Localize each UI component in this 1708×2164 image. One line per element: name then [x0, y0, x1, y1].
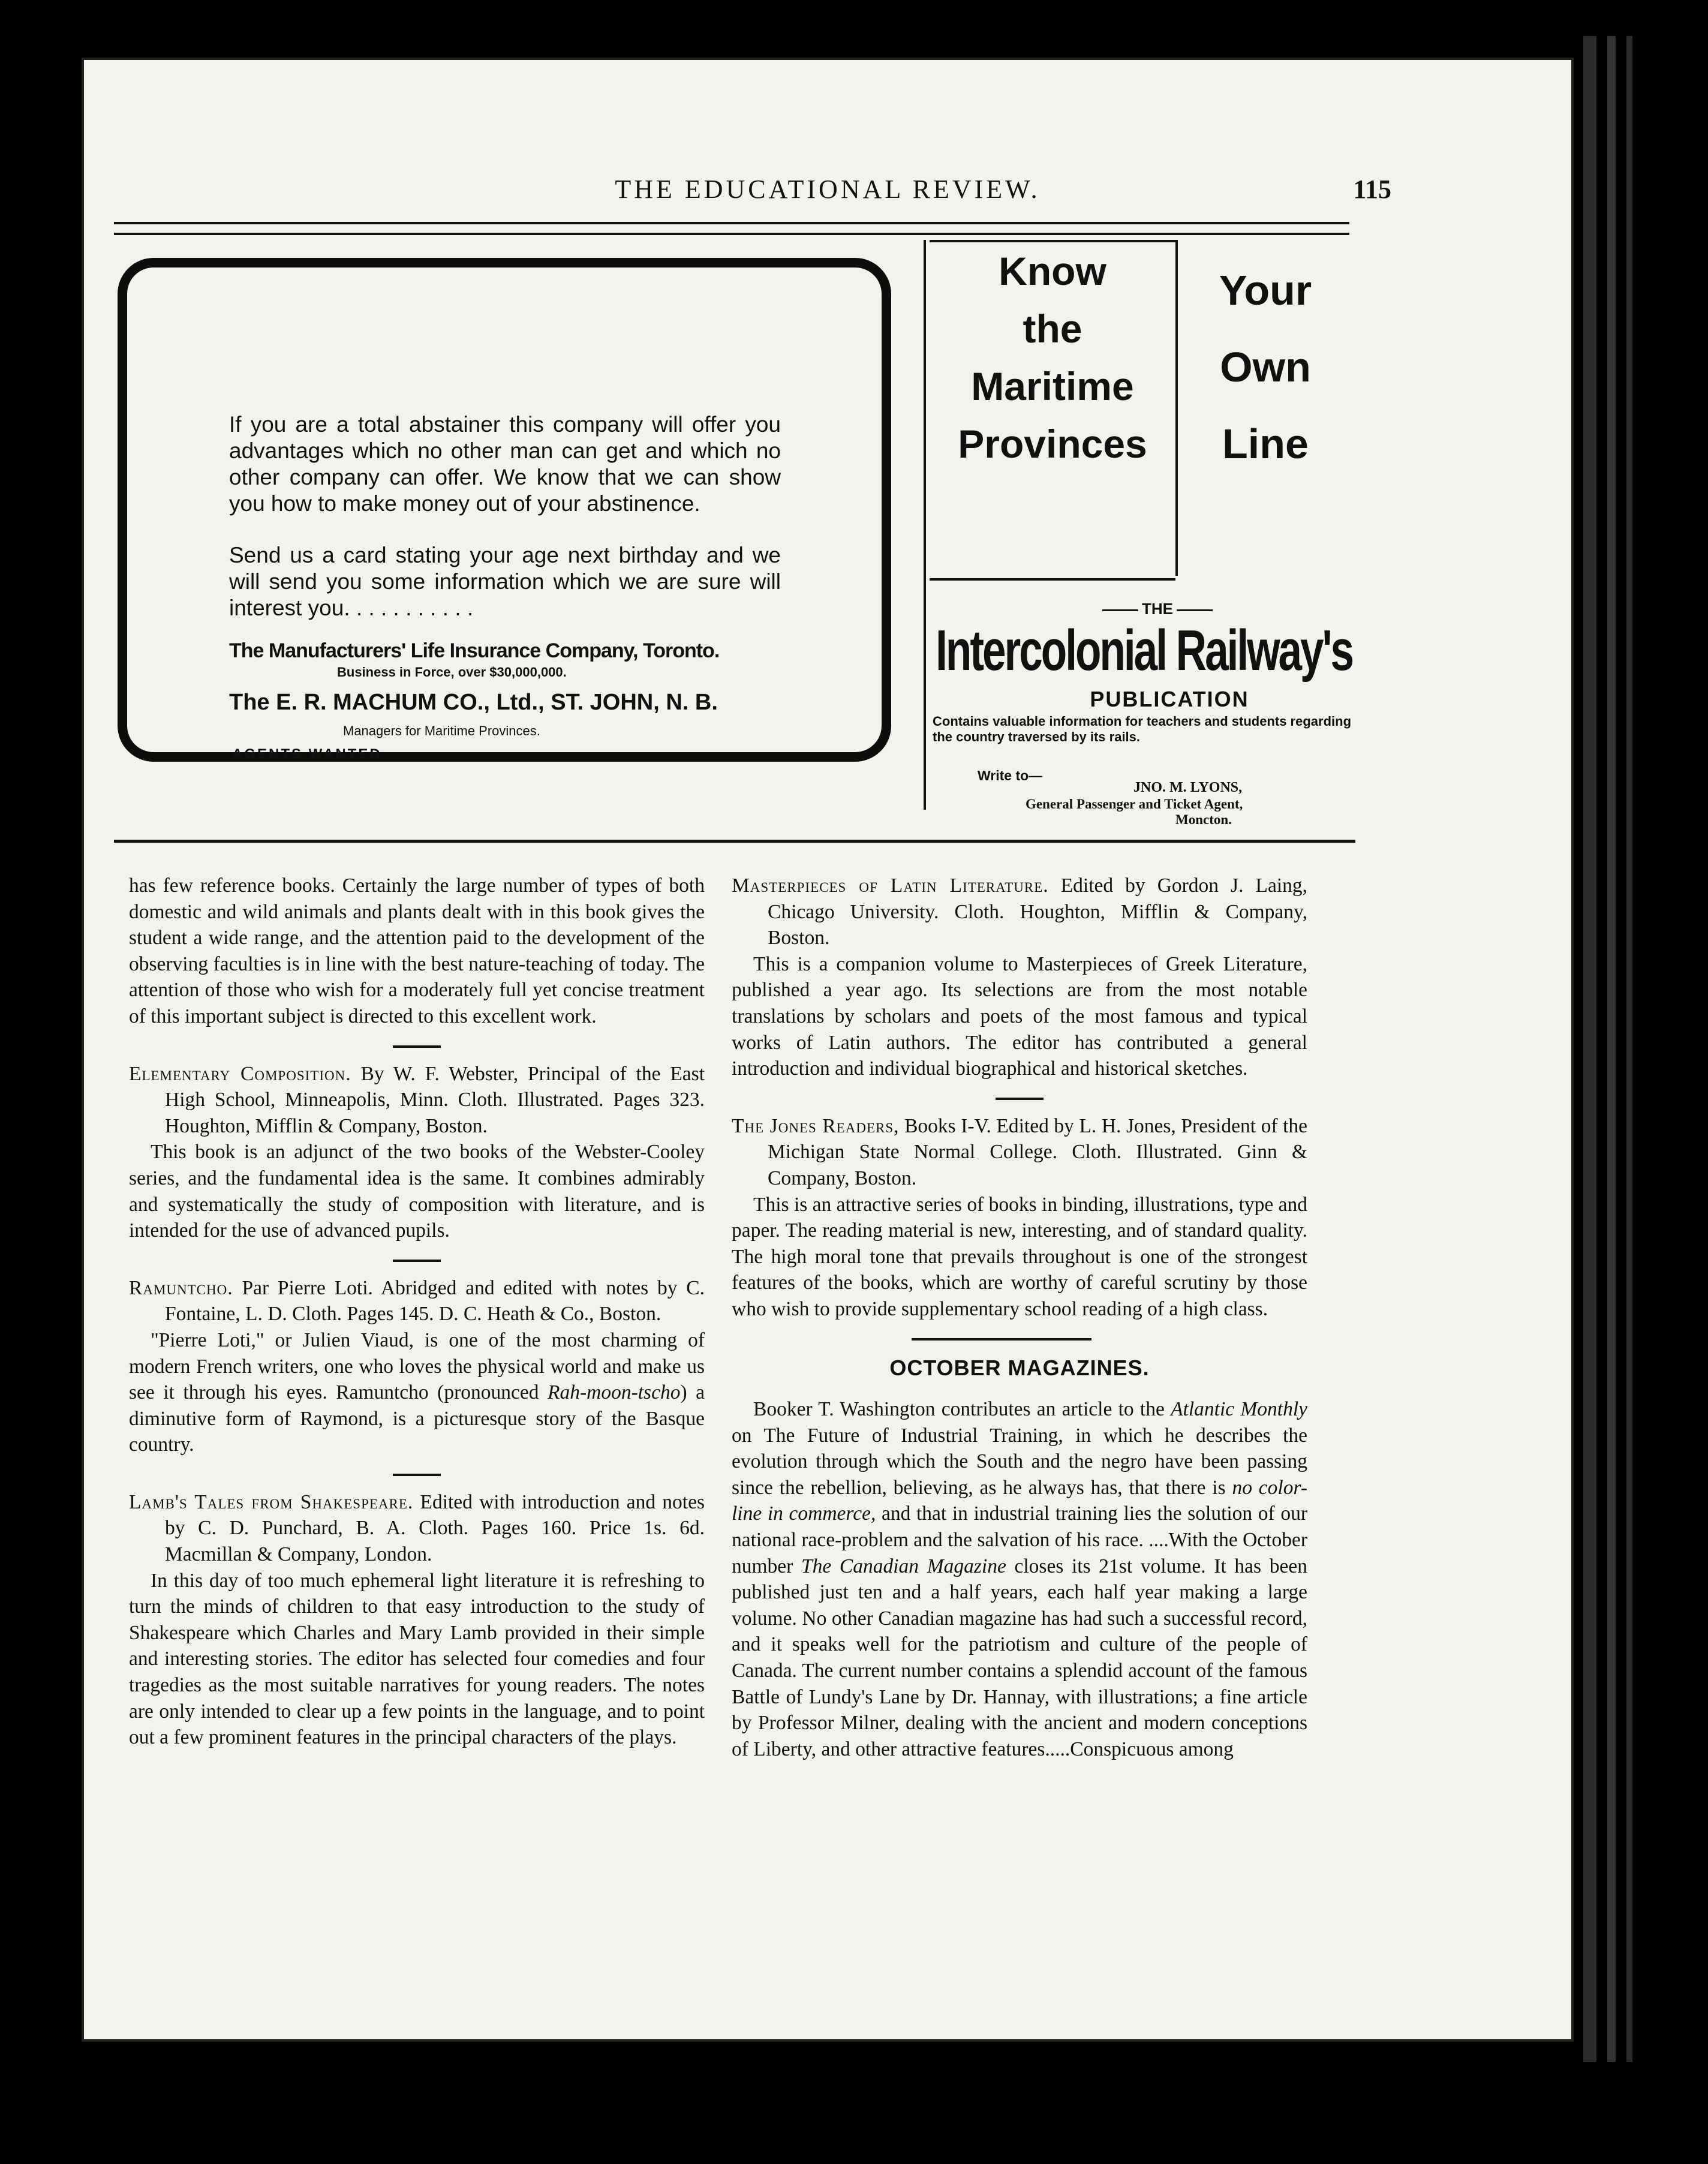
ad-border-line: [1175, 240, 1178, 576]
scanned-page: [84, 60, 1571, 2039]
railway-name: Intercolonial Railway's: [936, 618, 1353, 683]
slogan-line: the: [1023, 306, 1082, 351]
agents-wanted: AGENTS WANTED.: [232, 746, 388, 762]
publication-description: Contains valuable information for teachers and students regarding the country traversed by its rails.: [933, 714, 1352, 744]
review-body: This is a companion volume to Masterpieces of Greek Literature, published a year ago. Its selections are from the most notable translations by scholars and poets of the most famous and typical works of Latin authors. The editor has contributed a general introduction and individual biographical and historical sketches.: [732, 952, 1307, 1080]
left-column: [129, 873, 705, 1751]
review-title: Ramuntcho.: [129, 1276, 233, 1299]
review-details: Edited with introduction and notes by C. D. Punchard, B. A. Cloth. Pages 160. Price 1s. 6d. Macmillan & Company, London.: [165, 1490, 705, 1566]
review-body: This is an attractive series of books in binding, illustrations, type and paper. The reading material is new, interesting, and of standard quality. The high moral tone that prevails throughout is one of the strongest features of the books, which are worthy of careful scrutiny by those who wish to provide supplementary school reading of a high class.: [732, 1193, 1307, 1320]
review-title: The Jones Readers,: [732, 1114, 900, 1137]
agency-name: The E. R. MACHUM CO., Ltd., ST. JOHN, N. B.: [229, 690, 718, 715]
slogan-line: Your: [1219, 267, 1312, 314]
insurance-advertisement: [118, 258, 891, 762]
magazines-paragraph: Booker T. Washington contributes an article to the Atlantic Monthly on The Future of Industrial Training, in which he describes the evolution through which the South and the negro have been passing since the rebellion, believing, as he always has, that there is no color-line in commerce, and that in industrial training lies the solution of our national race-problem and the salvation of his race. ....With the October number The Canadian Magazine closes its 21st volume. It has been published just ten and a half years, each half year making a large volume. No other Canadian magazine has had such a successful record, and it speaks well for the patriotism and culture of the people of Canada. The current number contains a splendid account of the famous Battle of Lundy's Lane by Dr. Hannay, with illustrations; a fine article by Professor Milner, dealing with the ancient and modern conceptions of Liberty, and other attractive features.....Conspicuous among: [732, 1398, 1308, 1760]
review-title: Lamb's Tales from Shakespeare.: [129, 1490, 414, 1513]
slogan-line: Maritime: [971, 364, 1134, 408]
separator-rule: [393, 1474, 441, 1476]
review-title: Masterpieces of Latin Literature.: [732, 874, 1049, 897]
running-header: [84, 174, 1571, 216]
review-body: In this day of too much ephemeral light literature it is refreshing to turn the minds of children to that easy introduction to the study of Shakespeare which Charles and Mary Lamb provided in their simple and interesting stories. The editor has selected four comedies and four tragedies as the most suitable narratives for young readers. The notes are only intended to clear up a few points in the language, and to point out a few prominent features in the principal characters of the plays.: [129, 1569, 705, 1749]
slogan-line: Know: [999, 249, 1106, 293]
slogan-line: Provinces: [958, 422, 1147, 466]
book-edge: [1607, 36, 1616, 2062]
slogan-line: Line: [1222, 420, 1309, 467]
review-details: By W. F. Webster, Principal of the East High School, Minneapolis, Minn. Cloth. Illustrated. Pages 323. Houghton, Mifflin & Company, Boston.: [165, 1062, 705, 1137]
review-citation: [129, 1275, 705, 1327]
book-edge: [1583, 36, 1596, 2062]
contact-title: General Passenger and Ticket Agent,: [1026, 797, 1243, 811]
review-citation: [732, 873, 1307, 951]
review-details: Books I-V. Edited by L. H. Jones, President of the Michigan State Normal College. Cloth. Illustrated. Ginn & Company, Boston.: [768, 1114, 1307, 1189]
review-body: "Pierre Loti," or Julien Viaud, is one of the most charming of modern French writers, one who loves the physical world and make us see it through his eyes. Ramuntcho (pronounced Rah-moon-tscho) a diminutive form of Raymond, is a picturesque story of the Basque country.: [129, 1329, 705, 1456]
review-details: Edited by Gordon J. Laing, Chicago University. Cloth. Houghton, Mifflin & Company, Boston.: [768, 874, 1308, 949]
separator-rule: [393, 1045, 441, 1048]
write-to-label: Write to—: [978, 768, 1043, 783]
managers-note: Managers for Maritime Provinces.: [343, 723, 540, 738]
contact-city: Moncton.: [1175, 812, 1232, 827]
ad-paragraph: If you are a total abstainer this company will offer you advantages which no other man can get and which no other company can offer. We know that we can show you how to make money out of your abstinence.: [229, 412, 781, 516]
header-rule: [114, 222, 1349, 235]
the-label: THE: [1068, 600, 1247, 618]
ad-paragraph: Send us a card stating your age next birthday and we will send you some information which we are sure will interest you. . . . . . . . . . .: [229, 543, 781, 620]
slogan-line: Own: [1220, 344, 1311, 390]
continued-paragraph: has few reference books. Certainly the large number of types of both domestic and wild animals and plants dealt with in this book gives the student a wide range, and the attention paid to the development of the observing faculties is in line with the best nature-teaching of today. The attention of those who wish for a moderately full yet concise treatment of this important subject is directed to this excellent work.: [129, 874, 705, 1027]
your-own-line-box: [1184, 240, 1346, 576]
ad-border-line: [924, 240, 926, 810]
book-edge: [1626, 36, 1632, 2062]
review-citation: [129, 1061, 705, 1140]
page-number: 115: [1353, 175, 1391, 204]
review-title: Elementary Composition.: [129, 1062, 351, 1085]
insurance-company-name: The Manufacturers' Life Insurance Company, Toronto.: [229, 639, 720, 662]
journal-title: THE EDUCATIONAL REVIEW.: [615, 175, 1041, 204]
publication-label: PUBLICATION: [1090, 687, 1249, 711]
separator-rule: [912, 1338, 1091, 1341]
review-details: Par Pierre Loti. Abridged and edited with notes by C. Fontaine, L. D. Cloth. Pages 145. D. C. Heath & Co., Boston.: [165, 1276, 705, 1326]
right-column: [732, 873, 1307, 1762]
business-in-force: Business in Force, over $30,000,000.: [337, 665, 567, 680]
separator-rule: [996, 1098, 1044, 1100]
review-citation: [129, 1489, 705, 1568]
contact-name: JNO. M. LYONS,: [1133, 780, 1243, 795]
section-heading: OCTOBER MAGAZINES.: [889, 1355, 1150, 1380]
separator-rule: [393, 1260, 441, 1262]
review-body: This book is an adjunct of the two books of the Webster-Cooley series, and the fundamental idea is the same. It combines admirably and systematically the study of composition with literature, and is intended for the use of advanced pupils.: [129, 1141, 705, 1242]
review-citation: [732, 1113, 1307, 1192]
know-the-provinces-box: [930, 240, 1175, 581]
section-rule: [114, 840, 1355, 843]
